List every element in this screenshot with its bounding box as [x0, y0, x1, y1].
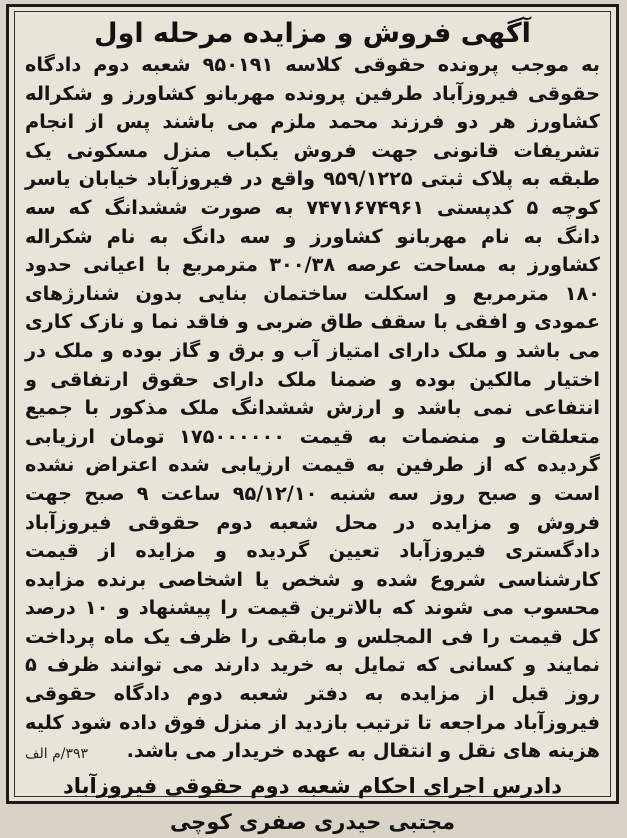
reference-code: ۳۹۳/م الف [25, 746, 89, 763]
notice-body-text: به موجب پرونده حقوقی کلاسه ۹۵۰۱۹۱ شعبه دوم دادگاه حقوقی فیروزآباد طرفین پرونده مهربانو کشاورز و شکراله کشاورز هر دو فرزند محمد ملزم می باشند پس از انجام تشریفات قانونی جهت فروش یکباب منزل مسکونی یک طبقه به پلاک ثبتی ۹۵۹/۱۲۲۵ واقع در فیروزآباد خیابان یاسر کوچه ۵ کدپستی ۷۴۷۱۶۷۴۹۶۱ به صورت ششدانگ که سه دانگ به نام مهربانو کشاورز و سه دانگ به نام شکراله کشاورز به مساحت عرصه ۳۰۰/۳۸ مترمربع با اعیانی حدود ۱۸۰ مترمربع و اسکلت ساختمان بنایی بدون شنارژهای عمودی و افقی با سقف طاق ضربی و فاقد نما و نازک کاری می باشد و ملک دارای امتیاز آب و برق و گاز بوده و ملک در اختیار مالکین بوده و ضمنا ملک دارای حقوق ارتفاقی و انتفاعی نمی باشد و ارزش ششدانگ ملک مذکور با جمیع متعلقات و منضمات به قیمت ۱۷۵۰۰۰۰۰۰ تومان ارزیابی گردیده که از طرفین به قیمت ارزیابی شده اعتراض نشده است و صبح روز سه شنبه ۹۵/۱۲/۱۰ ساعت ۹ صبح جهت فروش و مزایده در محل شعبه دوم حقوقی فیروزآباد دادگستری فیروزآباد تعیین گردیده و مزایده از قیمت کارشناسی شروع شده و شخص یا اشخاصی برنده مزایده محسوب می شوند که بالاترین قیمت را پیشنهاد و ۱۰ درصد کل قیمت را فی المجلس و مابقی را ظرف یک ماه پرداخت نمایند و کسانی که تمایل به خرید دارند می توانند ظرف ۵ روز قبل از مزایده به دفتر شعبه دوم دادگاه حقوقی فیروزآباد مراجعه تا ترتیب بازدید از منزل فوق داده شود کلیه هزینه های نقل و انتقال به عهده خریدار می باشد. [25, 53, 601, 763]
notice-body [15, 51, 610, 766]
notice-frame [14, 11, 611, 834]
issuer-office: دادرس اجرای احکام شعبه دوم حقوقی فیروزآباد [62, 773, 563, 798]
notice-title: آگهی فروش و مزایده مرحله اول [94, 18, 531, 49]
signatory-name: مجتبی حیدری صفری کوچی [169, 809, 456, 834]
newspaper-clipping [6, 4, 619, 834]
